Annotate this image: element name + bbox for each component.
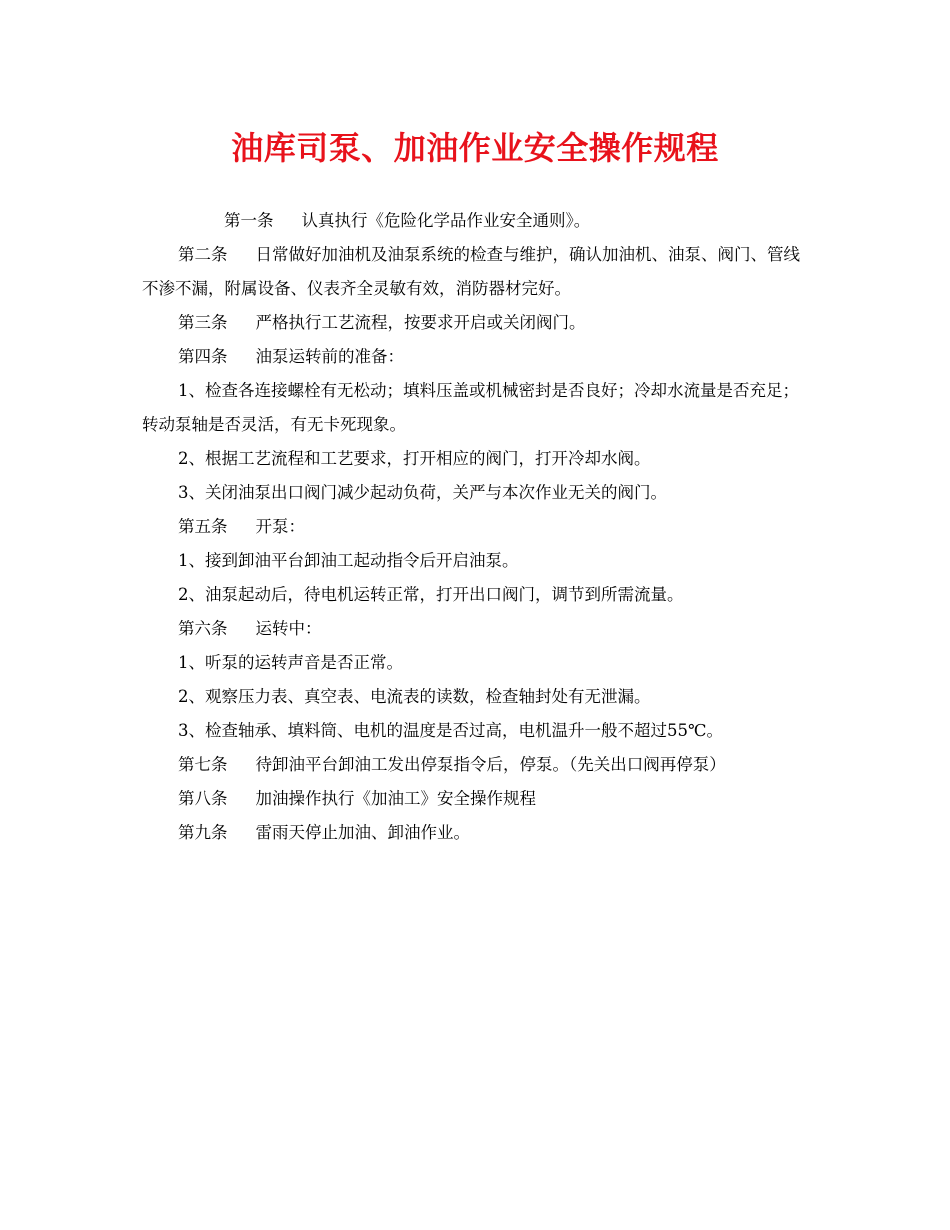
sub-item-paragraph [142,578,814,612]
sub-item-paragraph [142,646,814,680]
sub-item-paragraph [142,714,814,748]
sub-item-text: 1、接到卸油平台卸油工起动指令后开启油泵。 [178,551,519,570]
article-paragraph [142,510,814,544]
sub-item-paragraph [142,442,814,476]
article-number: 第五条 [178,517,228,536]
article-text: 开泵： [255,517,305,536]
article-text: 认真执行《危险化学品作业安全通则》。 [301,211,591,230]
article-number: 第九条 [178,823,228,842]
article-number: 第二条 [178,245,228,264]
article-paragraph [142,204,814,238]
article-text: 雷雨天停止加油、卸油作业。 [255,823,470,842]
sub-item-text: 2、油泵起动后，待电机运转正常，打开出口阀门，调节到所需流量。 [178,585,684,604]
article-number: 第六条 [178,619,228,638]
article-number: 第七条 [178,755,228,774]
article-text: 日常做好加油机及油泵系统的检查与维护，确认加油机、油泵、阀门、管线不渗不漏，附属设备、仪表齐全灵敏有效，消防器材完好。 [142,245,800,298]
article-paragraph [142,816,814,850]
article-number: 第八条 [178,789,228,808]
article-text: 加油操作执行《加油工》安全操作规程 [255,789,536,808]
article-number: 第四条 [178,347,228,366]
sub-item-paragraph [142,374,814,442]
sub-item-text: 3、检查轴承、填料筒、电机的温度是否过高，电机温升一般不超过55℃。 [178,721,723,740]
sub-item-paragraph [142,476,814,510]
article-text: 严格执行工艺流程，按要求开启或关闭阀门。 [255,313,586,332]
article-paragraph [142,340,814,374]
sub-item-paragraph [142,544,814,578]
article-paragraph [142,306,814,340]
article-number: 第三条 [178,313,228,332]
article-paragraph [142,612,814,646]
article-paragraph [142,748,814,782]
document-title: 油库司泵、加油作业安全操作规程 [231,129,719,167]
article-text: 待卸油平台卸油工发出停泵指令后，停泵。（先关出口阀再停泵） [255,755,726,774]
sub-item-paragraph [142,680,814,714]
sub-item-text: 3、关闭油泵出口阀门减少起动负荷，关严与本次作业无关的阀门。 [178,483,667,502]
article-paragraph [142,238,814,306]
article-number: 第一条 [224,211,274,230]
article-paragraph [142,782,814,816]
article-text: 油泵运转前的准备： [255,347,404,366]
article-text: 运转中： [255,619,322,638]
document-body [142,204,814,850]
sub-item-text: 1、听泵的运转声音是否正常。 [178,653,403,672]
sub-item-text: 2、观察压力表、真空表、电流表的读数，检查轴封处有无泄漏。 [178,687,651,706]
sub-item-text: 1、检查各连接螺栓有无松动；填料压盖或机械密封是否良好；冷却水流量是否充足；转动泵轴是否灵活，有无卡死现象。 [142,381,799,434]
sub-item-text: 2、根据工艺流程和工艺要求，打开相应的阀门，打开冷却水阀。 [178,449,651,468]
